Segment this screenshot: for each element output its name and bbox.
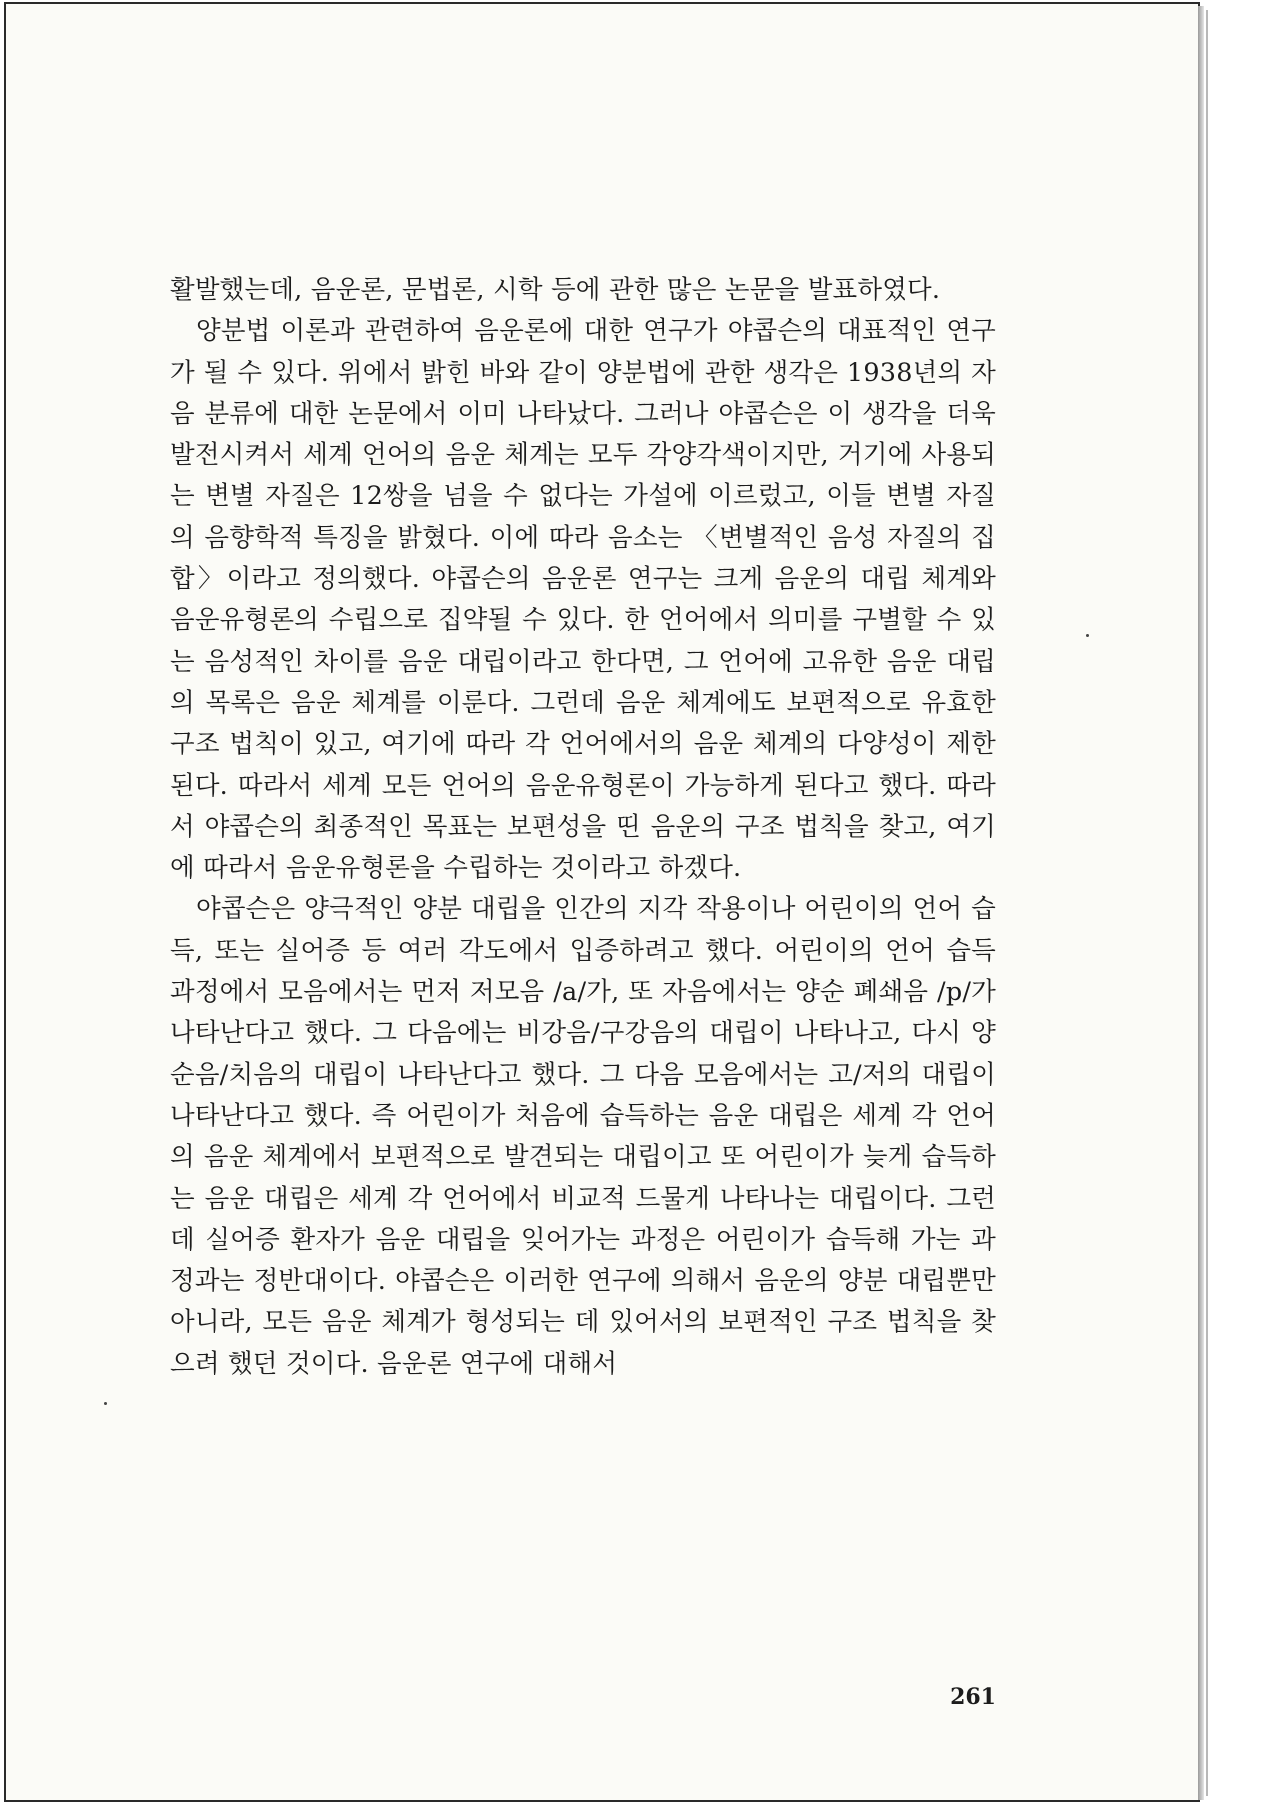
paragraph-3: 야콥슨은 양극적인 양분 대립을 인간의 지각 작용이나 어린이의 언어 습득, 또는 실어증 등 여러 각도에서 입증하려고 했다. 어린이의 언어 습득 과정에서 모음에서는 먼저 저모음 /a/가, 또 자음에서는 양순 폐쇄음 /p/가 나타난다고 했다. 그 다음에는 비강음/구강음의 대립이 나타나고, 다시 양순음/치음의 대립이 나타난다고 했다. 그 다음 모음에서는 고/저의 대립이 나타난다고 했다. 즉 어린이가 처음에 습득하는 음운 대립은 세계 각 언어의 음운 체계에서 보편적으로 발견되는 대립이고 또 어린이가 늦게 습득하는 음운 대립은 세계 각 언어에서 비교적 드물게 나타나는 대립이다. 그런데 실어증 환자가 음운 대립을 잊어가는 과정은 어린이가 습득해 가는 과정과는 정반대이다. 야콥슨은 이러한 연구에 의해서 음운의 양분 대립뿐만 아니라, 모든 음운 체계가 형성되는 데 있어서의 보편적인 구조 법칙을 찾으려 했던 것이다. 음운론 연구에 대해서 xyxy=(170,894,996,1379)
book-page xyxy=(4,2,1200,1802)
paragraph-2: 양분법 이론과 관련하여 음운론에 대한 연구가 야콥슨의 대표적인 연구가 될 수 있다. 위에서 밝힌 바와 같이 양분법에 관한 생각은 1938년의 자음 분류에 대한 논문에서 이미 나타났다. 그러나 야콥슨은 이 생각을 더욱 발전시켜서 세계 언어의 음운 체계는 모두 각양각색이지만, 거기에 사용되는 변별 자질은 12쌍을 넘을 수 없다는 가설에 이르렀고, 이들 변별 자질의 음향학적 특징을 밝혔다. 이에 따라 음소는 〈변별적인 음성 자질의 집합〉이라고 정의했다. 야콥슨의 음운론 연구는 크게 음운의 대립 체계와 음운유형론의 수립으로 집약될 수 있다. 한 언어에서 의미를 구별할 수 있는 음성적인 차이를 음운 대립이라고 한다면, 그 언어에 고유한 음운 대립의 목록은 음운 체계를 이룬다. 그런데 음운 체계에도 보편적으로 유효한 구조 법칙이 있고, 여기에 따라 각 언어에서의 음운 체계의 다양성이 제한된다. 따라서 세계 모든 언어의 음운유형론이 가능하게 된다고 했다. 따라서 야콥슨의 최종적인 목표는 보편성을 띤 음운의 구조 법칙을 찾고, 여기에 따라서 음운유형론을 수립하는 것이라고 하겠다. xyxy=(170,316,996,884)
body-text xyxy=(170,270,996,1385)
scan-speck xyxy=(104,1402,107,1405)
page-number: 261 xyxy=(950,1684,996,1710)
paragraph-1: 활발했는데, 음운론, 문법론, 시학 등에 관한 많은 논문을 발표하였다. xyxy=(170,275,941,305)
scan-speck xyxy=(1086,634,1089,637)
page-edge-line xyxy=(1206,10,1208,1796)
page-edge-shadow xyxy=(1198,6,1204,1800)
